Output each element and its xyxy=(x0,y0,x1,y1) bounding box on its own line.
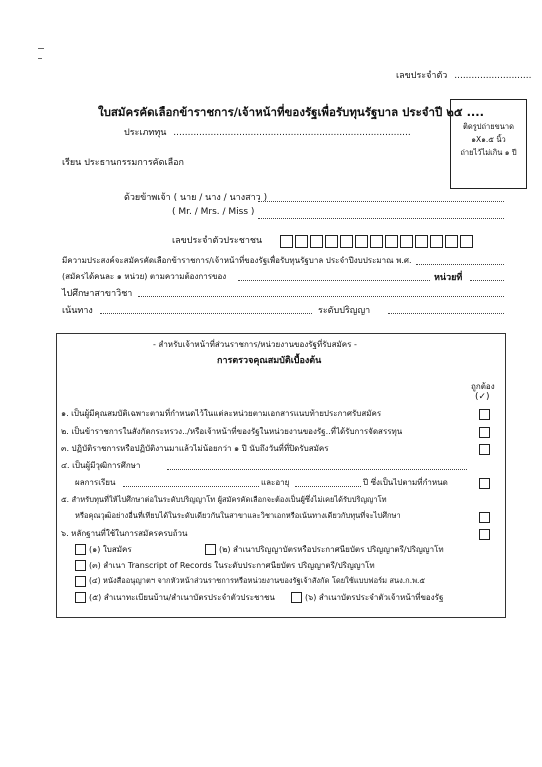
officer-header: - สำหรับเจ้าหน้าที่ส่วนราชการ/หน่วยงานของรัฐที่รับสมัคร - xyxy=(153,340,357,349)
criterion-6-checkbox[interactable] xyxy=(479,529,490,540)
national-id-digit-box[interactable] xyxy=(355,235,368,248)
study-field[interactable] xyxy=(138,296,504,297)
criterion-3-checkbox[interactable] xyxy=(479,444,490,455)
scholarship-type-label: ประเภททุน xyxy=(124,128,167,138)
national-id-digit-box[interactable] xyxy=(415,235,428,248)
document-5 xyxy=(75,591,275,604)
national-id-digit-box[interactable] xyxy=(325,235,338,248)
applicant-name-en-field[interactable] xyxy=(258,218,504,219)
national-id-label: เลขประจำตัวประชาชน xyxy=(172,236,263,246)
photo-line-3: ถ่ายไว้ไม่เกิน ๑ ปี xyxy=(460,148,517,157)
photo-line-2: ๑X๑.๕ นิ้ว xyxy=(471,135,506,144)
applicant-name-field[interactable] xyxy=(258,201,504,202)
document-5-label: (๕) สำเนาทะเบียนบ้าน/สำเนาบัตรประจำตัวประชาชน xyxy=(89,593,275,602)
national-id-boxes[interactable] xyxy=(280,231,475,250)
national-id-digit-box[interactable] xyxy=(340,235,353,248)
document-3 xyxy=(75,559,375,572)
scan-mark xyxy=(38,58,42,59)
scan-mark xyxy=(38,48,44,49)
document-6-checkbox[interactable] xyxy=(291,592,302,603)
salutation: เรียน ประธานกรรมการคัดเลือก xyxy=(62,158,184,168)
national-id-digit-box[interactable] xyxy=(445,235,458,248)
scholarship-type-row xyxy=(124,125,411,139)
check-symbol: (✓) xyxy=(475,392,490,402)
document-6-label: (๖) สำเนาบัตรประจำตัวเจ้าหน้าที่ของรัฐ xyxy=(305,593,444,602)
applicant-name-en-label: ( Mr. / Mrs. / Miss ) xyxy=(172,207,255,217)
national-id-digit-box[interactable] xyxy=(430,235,443,248)
national-id-digit-box[interactable] xyxy=(385,235,398,248)
focus-label: เน้นทาง xyxy=(62,306,93,316)
criterion-5a: ๕. สำหรับทุนที่ให้ไปศึกษาต่อในระดับปริญญาโท ผู้สมัครคัดเลือกจะต้องเป็นผู้ซึ่งไม่เคยได้รับปริญญาโท xyxy=(61,495,387,504)
degree-field[interactable] xyxy=(388,313,504,314)
unit-note: (สมัครได้คนละ ๑ หน่วย) ตามความต้องการของ xyxy=(62,272,227,281)
document-5-checkbox[interactable] xyxy=(75,592,86,603)
applicant-number xyxy=(396,68,531,82)
age-tail: ปี ซึ่งเป็นไปตามที่กำหนด xyxy=(363,478,448,487)
national-id-digit-box[interactable] xyxy=(370,235,383,248)
document-1-checkbox[interactable] xyxy=(75,544,86,555)
criterion-1: ๑. เป็นผู้มีคุณสมบัติเฉพาะตามที่กำหนดไว้ในแต่ละหน่วยตามเอกสารแนบท้ายประกาศรับสมัคร xyxy=(61,409,382,418)
correct-column-label: ถูกต้อง xyxy=(471,382,495,391)
applicant-number-dots[interactable]: ........................... xyxy=(454,71,532,81)
criterion-3: ๓. ปฏิบัติราชการหรือปฏิบัติงานมาแล้วไม่น้อยกว่า ๑ ปี นับถึงวันที่ที่ปิดรับสมัคร xyxy=(61,444,329,453)
applicant-number-label: เลขประจำตัว xyxy=(396,71,448,81)
age-field[interactable] xyxy=(295,486,361,487)
document-6 xyxy=(291,591,443,604)
agency-field[interactable] xyxy=(238,280,430,281)
criterion-2-checkbox[interactable] xyxy=(479,427,490,438)
document-2-checkbox[interactable] xyxy=(205,544,216,555)
officer-section xyxy=(56,333,506,618)
document-1-label: (๑) ใบสมัคร xyxy=(89,545,132,554)
purpose-line: มีความประสงค์จะสมัครคัดเลือกข้าราชการ/เจ้าหน้าที่ของรัฐเพื่อรับทุนรัฐบาล ประจำปีงบประมาณ พ.ศ. xyxy=(62,256,412,265)
unit-field[interactable] xyxy=(470,280,504,281)
national-id-digit-box[interactable] xyxy=(400,235,413,248)
document-4-checkbox[interactable] xyxy=(75,576,86,587)
criterion-4-checkbox[interactable] xyxy=(479,478,490,489)
criterion-1-checkbox[interactable] xyxy=(479,409,490,420)
national-id-digit-box[interactable] xyxy=(310,235,323,248)
criterion-6: ๖. หลักฐานที่ใช้ในการสมัครครบถ้วน xyxy=(61,529,188,538)
focus-field[interactable] xyxy=(100,313,312,314)
photo-box xyxy=(450,99,527,189)
national-id-digit-box[interactable] xyxy=(280,235,293,248)
criterion-2: ๒. เป็นข้าราชการในสังกัดกระทรวง../หรือเจ้าหน้าที่ของรัฐในหน่วยงานของรัฐ..ที่ได้รับการจัดสรรทุน xyxy=(61,427,403,436)
photo-line-1: ติดรูปถ่ายขนาด xyxy=(462,122,514,131)
document-3-label: (๓) สำเนา Transcript of Records ในระดับประกาศนียบัตร ปริญญาตรี/ปริญญาโท xyxy=(89,561,375,570)
criterion-5b: หรือคุณวุฒิอย่างอื่นที่เทียบได้ในระดับเดียวกันในสาขาและวิชาเอกหรือเน้นทางเดียวกับทุนที่จะไปศึกษา xyxy=(75,511,401,520)
document-2-label: (๒) สำเนาปริญญาบัตรหรือประกาศนียบัตร ปริญญาตรี/ปริญญาโท xyxy=(219,545,444,554)
fiscal-year-field[interactable] xyxy=(416,264,504,265)
form-title: ใบสมัครคัดเลือกข้าราชการ/เจ้าหน้าที่ของรัฐเพื่อรับทุนรัฐบาล ประจำปี ๒๕ .... xyxy=(98,105,485,119)
degree-label: ระดับปริญญา xyxy=(318,306,371,316)
national-id-digit-box[interactable] xyxy=(460,235,473,248)
qualification-field[interactable] xyxy=(167,469,467,470)
document-4 xyxy=(75,575,425,587)
age-label: และอายุ xyxy=(261,478,290,487)
grade-label: ผลการเรียน xyxy=(75,478,116,487)
officer-subheader: การตรวจคุณสมบัติเบื้องต้น xyxy=(217,356,322,366)
document-3-checkbox[interactable] xyxy=(75,560,86,571)
grade-field[interactable] xyxy=(123,486,259,487)
study-field-label: ไปศึกษาสาขาวิชา xyxy=(62,289,133,299)
document-2 xyxy=(205,543,444,556)
applicant-name-label: ด้วยข้าพเจ้า ( นาย / นาง / นางสาว ) xyxy=(124,193,268,203)
document-4-label: (๔) หนังสืออนุญาตฯ จากหัวหน้าส่วนราชการหรือหน่วยงานของรัฐเจ้าสังกัด โดยใช้แบบฟอร์ม สนง.ก.พ.๕ xyxy=(89,576,426,585)
unit-label: หน่วยที่ xyxy=(434,273,463,283)
criterion-4: ๔. เป็นผู้มีวุฒิการศึกษา xyxy=(61,461,141,470)
document-1 xyxy=(75,543,132,556)
scholarship-type-field[interactable]: ................................................................................... xyxy=(173,128,411,138)
criterion-5-checkbox[interactable] xyxy=(479,512,490,523)
national-id-digit-box[interactable] xyxy=(295,235,308,248)
